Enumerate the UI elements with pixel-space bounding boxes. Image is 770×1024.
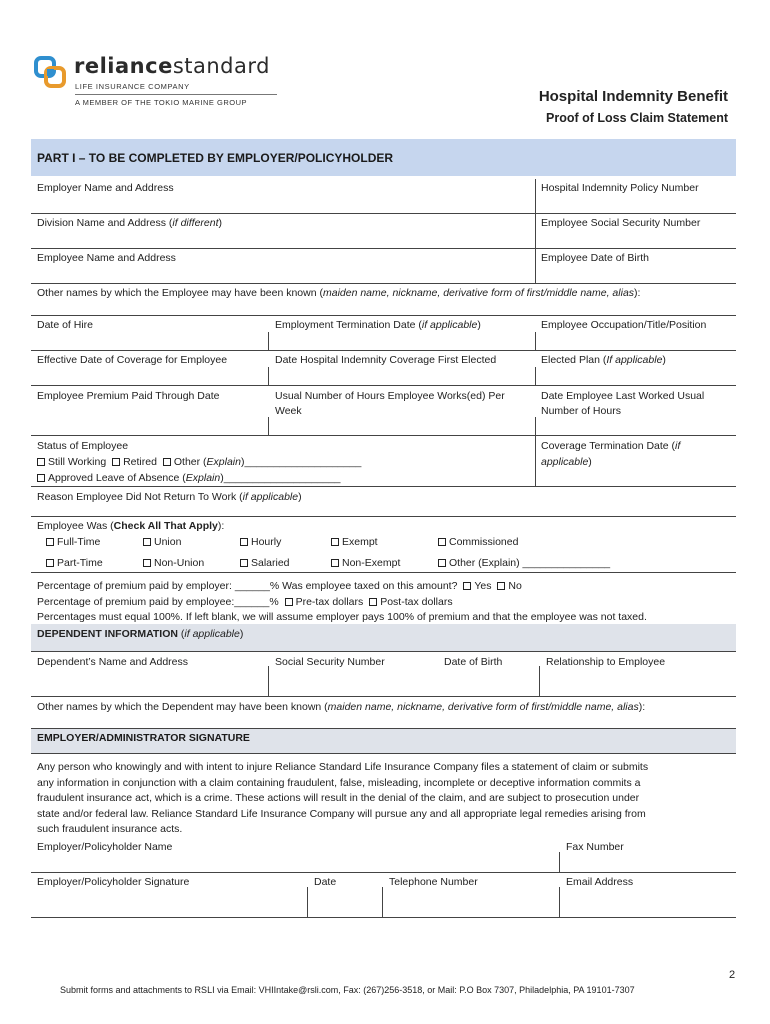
salaried-checkbox[interactable] bbox=[240, 559, 248, 567]
commissioned-option[interactable]: Commissioned bbox=[438, 535, 518, 549]
pretax-checkbox[interactable] bbox=[285, 598, 293, 606]
elected-plan-field[interactable] bbox=[541, 368, 731, 384]
nonexempt-checkbox[interactable] bbox=[331, 559, 339, 567]
footer-submit-text: Submit forms and attachments to RSLI via Email: VHIIntake@rsli.com, Fax: (267)256-3518, or Mail: P.O Box 7307, Philadelphia, PA 19101-7307 bbox=[60, 985, 635, 995]
page-number: 2 bbox=[729, 969, 736, 981]
hourly-option[interactable]: Hourly bbox=[240, 535, 281, 549]
status-label: Status of Employee bbox=[37, 440, 129, 452]
document-subtitle: Proof of Loss Claim Statement bbox=[546, 111, 728, 125]
status-options-line2: Approved Leave of Absence (Explain)____________________ bbox=[37, 471, 341, 485]
fulltime-option[interactable]: Full-Time bbox=[46, 535, 100, 549]
exempt-option[interactable]: Exempt bbox=[331, 535, 378, 549]
employee-ssn-field[interactable] bbox=[541, 231, 731, 247]
logo-sub2: A MEMBER OF THE TOKIO MARINE GROUP bbox=[75, 98, 248, 107]
date-field[interactable] bbox=[314, 895, 379, 915]
dependent-ssn-field[interactable] bbox=[275, 672, 435, 692]
date-elected-label: Date Hospital Indemnity Coverage First Elected bbox=[275, 354, 497, 366]
telephone-field[interactable] bbox=[389, 895, 554, 915]
dependent-name-field[interactable] bbox=[37, 672, 262, 692]
status-other-checkbox[interactable] bbox=[163, 458, 171, 466]
last-worked-label-1: Date Employee Last Worked Usual bbox=[541, 390, 705, 402]
email-label: Email Address bbox=[566, 876, 634, 888]
employee-dob-field[interactable] bbox=[541, 266, 731, 282]
nonunion-checkbox[interactable] bbox=[143, 559, 151, 567]
other-explain-checkbox[interactable] bbox=[438, 559, 446, 567]
last-worked-label-2: Number of Hours bbox=[541, 405, 621, 417]
union-option[interactable]: Union bbox=[143, 535, 181, 549]
posttax-label: Post-tax dollars bbox=[380, 596, 453, 608]
taxed-yes-checkbox[interactable] bbox=[463, 582, 471, 590]
premium-paid-field[interactable] bbox=[37, 418, 262, 434]
taxed-no-label: No bbox=[508, 580, 522, 592]
usual-hours-field[interactable] bbox=[275, 420, 530, 434]
division-name-field[interactable] bbox=[37, 231, 527, 247]
occupation-field[interactable] bbox=[541, 333, 731, 349]
other-explain-option[interactable]: Other (Explain) _______________ bbox=[438, 556, 610, 570]
status-options-line1: Still Working Retired Other (Explain)____________________ bbox=[37, 455, 361, 469]
part1-heading: PART I – TO BE COMPLETED BY EMPLOYER/POLICYHOLDER bbox=[37, 151, 394, 165]
date-label: Date bbox=[314, 876, 337, 888]
policyholder-name-label: Employer/Policyholder Name bbox=[37, 841, 173, 853]
dependent-other-names-label: Other names by which the Dependent may have been known (maiden name, nickname, derivative form of first/middle name, alias): bbox=[37, 701, 646, 713]
other-names-label: Other names by which the Employee may have been known (maiden name, nickname, derivative form of first/middle name, alias): bbox=[37, 287, 641, 299]
employer-name-label: Employer Name and Address bbox=[37, 182, 174, 194]
policyholder-name-field[interactable] bbox=[37, 856, 552, 870]
date-hire-field[interactable] bbox=[37, 333, 262, 349]
logo-mark-icon bbox=[34, 56, 68, 90]
dependent-name-label: Dependent’s Name and Address bbox=[37, 656, 188, 668]
commissioned-checkbox[interactable] bbox=[438, 538, 446, 546]
employee-dob-label: Employee Date of Birth bbox=[541, 252, 649, 264]
fax-label: Fax Number bbox=[566, 841, 624, 853]
still-working-checkbox[interactable] bbox=[37, 458, 45, 466]
approved-leave-checkbox[interactable] bbox=[37, 474, 45, 482]
dependent-dob-label: Date of Birth bbox=[444, 656, 503, 668]
usual-hours-label-2: Week bbox=[275, 405, 302, 417]
fraud-warning: Any person who knowingly and with intent to injure Reliance Standard Life Insurance Company files a statement of claim or submits any information in conjunction with a claim containing fraudulent, false, misleading, incomplete or deceptive information commits a fraudulent insurance act, which is a crime. These actions will result in the denial of the claim, and are subject to prosecution under state and/or federal law. Reliance Standard Life Insurance Company will pursue any and all appropriate legal remedies arising from such fraudulent insurance acts. bbox=[37, 761, 649, 835]
pct-note: Percentages must equal 100%. If left blank, we will assume employer pays 100% of premium and that the employee was not taxed. bbox=[37, 611, 647, 623]
logo-brand-second: standard bbox=[172, 54, 270, 78]
fax-field[interactable] bbox=[566, 856, 731, 870]
nonunion-option[interactable]: Non-Union bbox=[143, 556, 204, 570]
employer-name-field[interactable] bbox=[37, 196, 527, 212]
occupation-label: Employee Occupation/Title/Position bbox=[541, 319, 707, 331]
union-checkbox[interactable] bbox=[143, 538, 151, 546]
termination-date-label: Employment Termination Date (if applicable) bbox=[275, 319, 481, 331]
retired-label: Retired bbox=[123, 456, 157, 468]
telephone-label: Telephone Number bbox=[389, 876, 478, 888]
dependent-ssn-label: Social Security Number bbox=[275, 656, 385, 668]
reason-label: Reason Employee Did Not Return To Work (if applicable) bbox=[37, 491, 302, 503]
effective-date-field[interactable] bbox=[37, 368, 262, 384]
posttax-checkbox[interactable] bbox=[369, 598, 377, 606]
usual-hours-label-1: Usual Number of Hours Employee Works(ed) Per bbox=[275, 390, 505, 402]
still-working-label: Still Working bbox=[48, 456, 107, 468]
pct-employee-line: Percentage of premium paid by employee:______% Pre-tax dollars Post-tax dollars bbox=[37, 596, 453, 608]
employee-was-label: Employee Was (Check All That Apply): bbox=[37, 520, 225, 532]
dependent-other-names-field[interactable] bbox=[37, 715, 727, 727]
employee-name-field[interactable] bbox=[37, 266, 527, 282]
coverage-termination-label-2: applicable) bbox=[541, 456, 592, 468]
last-worked-field[interactable] bbox=[541, 420, 731, 434]
division-name-label: Division Name and Address (if different) bbox=[37, 217, 223, 229]
fulltime-checkbox[interactable] bbox=[46, 538, 54, 546]
employee-name-label: Employee Name and Address bbox=[37, 252, 176, 264]
logo-sub1: LIFE INSURANCE COMPANY bbox=[75, 82, 190, 91]
policy-number-field[interactable] bbox=[541, 196, 731, 212]
date-elected-field[interactable] bbox=[275, 368, 530, 384]
elected-plan-label: Elected Plan (If applicable) bbox=[541, 354, 666, 366]
logo-brand-main: reliance bbox=[74, 54, 173, 78]
taxed-no-checkbox[interactable] bbox=[497, 582, 505, 590]
date-hire-label: Date of Hire bbox=[37, 319, 94, 331]
pretax-label: Pre-tax dollars bbox=[295, 596, 364, 608]
reason-field[interactable] bbox=[37, 503, 727, 516]
signature-heading: EMPLOYER/ADMINISTRATOR SIGNATURE bbox=[37, 732, 250, 744]
employee-ssn-label: Employee Social Security Number bbox=[541, 217, 701, 229]
dependent-heading: DEPENDENT INFORMATION (if applicable) bbox=[37, 628, 244, 640]
retired-checkbox[interactable] bbox=[112, 458, 120, 466]
salaried-option[interactable]: Salaried bbox=[240, 556, 290, 570]
effective-date-label: Effective Date of Coverage for Employee bbox=[37, 354, 228, 366]
other-names-field[interactable] bbox=[37, 301, 727, 315]
dependent-relationship-field[interactable] bbox=[546, 672, 731, 692]
policyholder-signature-label: Employer/Policyholder Signature bbox=[37, 876, 190, 888]
email-field[interactable] bbox=[566, 895, 731, 915]
policy-number-label: Hospital Indemnity Policy Number bbox=[541, 182, 699, 194]
policyholder-signature-field[interactable] bbox=[37, 895, 302, 915]
exempt-checkbox[interactable] bbox=[331, 538, 339, 546]
hourly-checkbox[interactable] bbox=[240, 538, 248, 546]
parttime-checkbox[interactable] bbox=[46, 559, 54, 567]
pct-employer-line: Percentage of premium paid by employer: ______% Was employee taxed on this amount? Yes No bbox=[37, 580, 522, 592]
coverage-termination-label-1: Coverage Termination Date (if bbox=[541, 440, 681, 452]
coverage-termination-field[interactable] bbox=[541, 471, 731, 485]
dependent-relationship-label: Relationship to Employee bbox=[546, 656, 666, 668]
dependent-dob-field[interactable] bbox=[444, 672, 534, 692]
nonexempt-option[interactable]: Non-Exempt bbox=[331, 556, 400, 570]
premium-paid-label: Employee Premium Paid Through Date bbox=[37, 390, 220, 402]
termination-date-field[interactable] bbox=[275, 333, 530, 349]
parttime-option[interactable]: Part-Time bbox=[46, 556, 103, 570]
document-title: Hospital Indemnity Benefit bbox=[538, 88, 728, 105]
taxed-yes-label: Yes bbox=[474, 580, 492, 592]
company-logo bbox=[34, 54, 284, 110]
